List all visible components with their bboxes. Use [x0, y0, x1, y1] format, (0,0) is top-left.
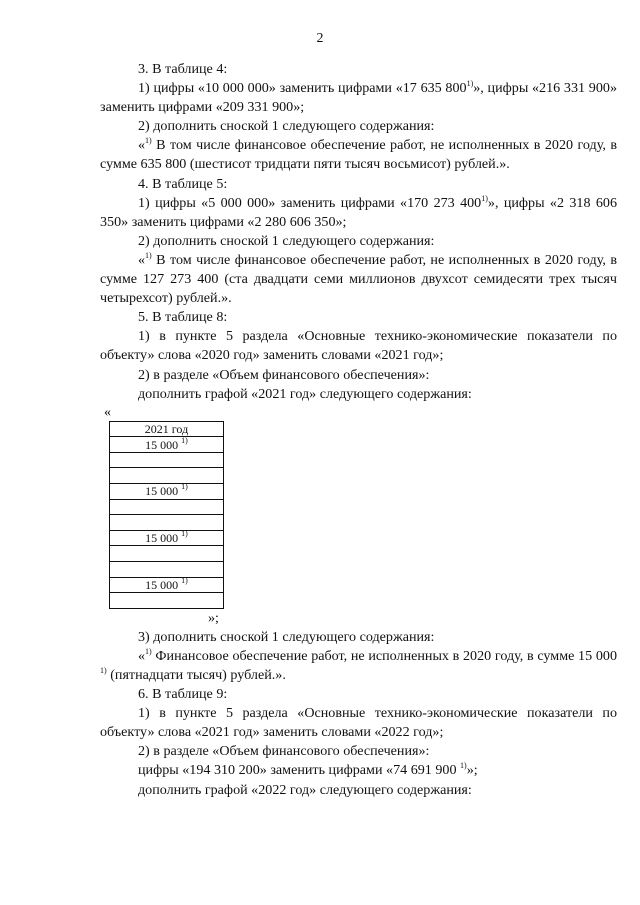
- table-cell-empty: [110, 593, 224, 609]
- section-6-item-2: 2) в разделе «Объем финансового обеспечения»:: [138, 743, 430, 760]
- table-cell-empty: [110, 452, 224, 468]
- section-4-footnote: «$^{1)}$ В том числе финансовое обеспечение работ, не исполненных в 2020 году, в сумме 127 273 400 (ста двадцати семи миллионов двухсот семидесяти трех тысяч четырехсот) рублей.».: [100, 250, 617, 307]
- footnote-mark: 1): [460, 761, 467, 771]
- footnote-mark: 1): [145, 646, 152, 656]
- section-3-item-2: 2) дополнить сноской 1 следующего содержания:: [138, 118, 435, 135]
- footnote-mark: 1): [466, 79, 474, 89]
- section-3-footnote: «$^{1)}$ В том числе финансовое обеспечение работ, не исполненных в 2020 году, в сумме 635 800 (шестисот тридцати пяти тысяч восьмисот) рублей.».: [100, 136, 617, 173]
- footnote-mark: 1): [181, 575, 188, 585]
- document-body: [100, 60, 617, 800]
- section-4-item-2: 2) дополнить сноской 1 следующего содержания:: [138, 232, 435, 249]
- table-cell-value: 15 000 $^{1)}$: [110, 437, 224, 453]
- section-4-item-1: 1) цифры «5 000 000» заменить цифрами «170 273 400$^{1)}$», цифры «2 318 606 350» заменить цифрами «2 280 606 350»;: [100, 193, 617, 230]
- footnote-mark: 1): [181, 435, 188, 445]
- section-3-item-1: 1) цифры «10 000 000» заменить цифрами «17 635 800$^{1)}$», цифры «216 331 900» заменить цифрами «209 331 900»;: [100, 79, 617, 116]
- footnote-mark: 1): [145, 136, 152, 146]
- section-6-heading: 6. В таблице 9:: [138, 686, 228, 703]
- table-cell-empty: [110, 515, 224, 531]
- footnote-mark: 1): [481, 193, 488, 203]
- table-cell-value: 15 000 $^{1)}$: [110, 577, 224, 593]
- section-5-heading: 5. В таблице 8:: [138, 309, 228, 326]
- section-5-item-2-sub: дополнить графой «2021 год» следующего содержания:: [138, 385, 472, 402]
- financing-table-2021: [109, 421, 224, 609]
- page-number: 2: [316, 31, 324, 46]
- section-6-item-2-sub: цифры «194 310 200» заменить цифрами «74 691 900 $^{1)}$»;: [138, 761, 478, 779]
- table-cell-value: 15 000 $^{1)}$: [110, 530, 224, 546]
- table-cell-empty: [110, 499, 224, 515]
- section-5-item-1: 1) в пункте 5 раздела «Основные технико-экономические показатели по объекту» слова «2020 год» заменить словами «2021 год»;: [100, 328, 617, 364]
- footnote-mark: 1): [145, 250, 152, 260]
- table-cell-empty: [110, 546, 224, 562]
- section-6-item-2-sub-2: дополнить графой «2022 год» следующего содержания:: [138, 781, 472, 798]
- section-5-item-3: 3) дополнить сноской 1 следующего содержания:: [138, 628, 435, 645]
- footnote-mark: 1): [181, 529, 188, 539]
- footnote-mark: 1): [100, 666, 107, 675]
- section-5-item-2: 2) в разделе «Объем финансового обеспечения»:: [138, 366, 430, 383]
- section-5-footnote: «$^{1)}$ Финансовое обеспечение работ, не исполненных в 2020 году, в сумме 15 000 $^{1)}$ (пятнадцати тысяч) рублей.».: [100, 646, 617, 683]
- section-3-heading: 3. В таблице 4:: [138, 61, 228, 77]
- section-6-item-1: 1) в пункте 5 раздела «Основные технико-экономические показатели по объекту» слова «2021 год» заменить словами «2022 год»;: [100, 705, 617, 741]
- footnote-mark: 1): [181, 482, 188, 492]
- table-open-quote: «: [104, 403, 112, 420]
- table-cell-value: 15 000 $^{1)}$: [110, 484, 224, 500]
- table-cell-empty: [110, 562, 224, 578]
- section-4-heading: 4. В таблице 5:: [138, 175, 228, 192]
- table-header-2021: 2021 год: [110, 421, 224, 437]
- table-close-quote: »;: [208, 609, 219, 626]
- table-cell-empty: [110, 468, 224, 484]
